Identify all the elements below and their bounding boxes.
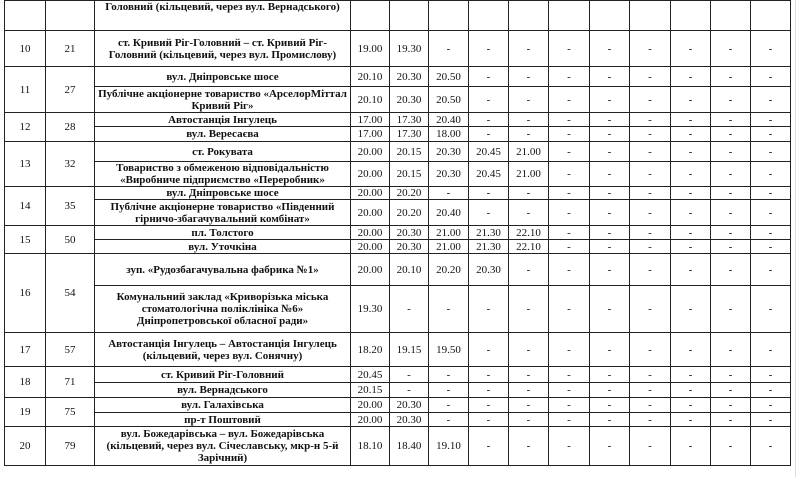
time-cell: 18.00 bbox=[429, 127, 469, 142]
time-cell: - bbox=[751, 200, 791, 226]
time-cell: - bbox=[751, 413, 791, 427]
time-cell: - bbox=[590, 200, 630, 226]
row-number-cell: 10 bbox=[5, 31, 46, 67]
time-cell bbox=[630, 1, 671, 31]
time-cell: 20.50 bbox=[429, 87, 469, 113]
time-cell: - bbox=[549, 67, 590, 87]
time-cell: - bbox=[671, 367, 711, 383]
time-cell: 21.00 bbox=[509, 142, 549, 162]
time-cell: - bbox=[509, 367, 549, 383]
time-cell: - bbox=[549, 254, 590, 286]
time-cell: - bbox=[711, 113, 751, 127]
time-cell: - bbox=[469, 187, 509, 200]
row-number-cell: 17 bbox=[5, 333, 46, 367]
time-cell: 20.15 bbox=[351, 383, 390, 398]
time-cell: 20.45 bbox=[469, 142, 509, 162]
time-cell: - bbox=[469, 286, 509, 333]
time-cell: - bbox=[711, 333, 751, 367]
time-cell: - bbox=[509, 113, 549, 127]
row-number-cell: 19 bbox=[5, 398, 46, 427]
time-cell: - bbox=[590, 254, 630, 286]
table-row bbox=[5, 398, 791, 413]
time-cell: - bbox=[590, 383, 630, 398]
table-row bbox=[5, 383, 791, 398]
time-cell: - bbox=[509, 200, 549, 226]
time-cell: 20.00 bbox=[351, 240, 390, 254]
stop-name-cell: Товариство з обмеженою відповідальністю «Виробниче підприємство «Переробник» bbox=[95, 162, 351, 187]
time-cell: 20.00 bbox=[351, 142, 390, 162]
row-number-cell: 20 bbox=[5, 427, 46, 466]
time-cell: - bbox=[751, 240, 791, 254]
time-cell: - bbox=[509, 67, 549, 87]
route-number-cell: 21 bbox=[46, 31, 95, 67]
time-cell: - bbox=[751, 127, 791, 142]
time-cell: - bbox=[549, 398, 590, 413]
route-number-cell: 57 bbox=[46, 333, 95, 367]
time-cell: - bbox=[671, 254, 711, 286]
time-cell: 20.45 bbox=[469, 162, 509, 187]
time-cell: - bbox=[630, 31, 671, 67]
stop-name-cell: вул. Вересаєва bbox=[95, 127, 351, 142]
time-cell: - bbox=[469, 31, 509, 67]
time-cell: 20.20 bbox=[429, 254, 469, 286]
row-number-cell: 14 bbox=[5, 187, 46, 226]
time-cell: 20.30 bbox=[469, 254, 509, 286]
time-cell: - bbox=[509, 427, 549, 466]
time-cell: - bbox=[711, 286, 751, 333]
table-row bbox=[5, 427, 791, 466]
time-cell: - bbox=[711, 187, 751, 200]
time-cell: - bbox=[590, 31, 630, 67]
time-cell: - bbox=[711, 87, 751, 113]
time-cell: - bbox=[509, 398, 549, 413]
time-cell: - bbox=[630, 113, 671, 127]
time-cell: - bbox=[751, 31, 791, 67]
table-row bbox=[5, 254, 791, 286]
time-cell: - bbox=[390, 383, 429, 398]
stop-name-cell: вул. Дніпровське шосе bbox=[95, 187, 351, 200]
stop-name-cell: Автостанція Інгулець – Автостанція Інгулець (кільцевий, через вул. Сонячну) bbox=[95, 333, 351, 367]
time-cell: 20.00 bbox=[351, 413, 390, 427]
time-cell: - bbox=[711, 162, 751, 187]
time-cell: - bbox=[590, 427, 630, 466]
time-cell: - bbox=[549, 127, 590, 142]
time-cell: - bbox=[429, 398, 469, 413]
time-cell: - bbox=[671, 286, 711, 333]
time-cell: - bbox=[630, 367, 671, 383]
time-cell: - bbox=[590, 367, 630, 383]
time-cell: - bbox=[590, 398, 630, 413]
time-cell: - bbox=[671, 113, 711, 127]
time-cell: 20.10 bbox=[351, 87, 390, 113]
time-cell: - bbox=[711, 413, 751, 427]
time-cell: - bbox=[590, 187, 630, 200]
route-number-cell: 54 bbox=[46, 254, 95, 333]
time-cell: - bbox=[469, 398, 509, 413]
time-cell: - bbox=[671, 31, 711, 67]
time-cell: 19.00 bbox=[351, 31, 390, 67]
time-cell: - bbox=[469, 87, 509, 113]
stop-name-cell: вул. Вернадського bbox=[95, 383, 351, 398]
time-cell: 20.30 bbox=[429, 142, 469, 162]
time-cell: 20.15 bbox=[390, 142, 429, 162]
time-cell: - bbox=[751, 254, 791, 286]
time-cell: - bbox=[549, 240, 590, 254]
time-cell: 20.45 bbox=[351, 367, 390, 383]
time-cell: - bbox=[671, 87, 711, 113]
time-cell: - bbox=[590, 87, 630, 113]
route-cell: Головний (кільцевий, через вул. Вернадського) bbox=[95, 1, 351, 31]
time-cell: - bbox=[509, 333, 549, 367]
time-cell: - bbox=[590, 127, 630, 142]
time-cell: - bbox=[630, 162, 671, 187]
table-row bbox=[5, 31, 791, 67]
table-row bbox=[5, 67, 791, 87]
time-cell: - bbox=[509, 286, 549, 333]
time-cell: - bbox=[549, 200, 590, 226]
time-cell: 20.00 bbox=[351, 187, 390, 200]
time-cell: - bbox=[590, 67, 630, 87]
time-cell: 20.30 bbox=[390, 398, 429, 413]
time-cell: - bbox=[469, 67, 509, 87]
route-number-cell: 27 bbox=[46, 67, 95, 113]
time-cell: - bbox=[671, 67, 711, 87]
time-cell: - bbox=[751, 187, 791, 200]
time-cell: 20.30 bbox=[390, 87, 429, 113]
time-cell: - bbox=[630, 87, 671, 113]
time-cell: 22.10 bbox=[509, 240, 549, 254]
stop-name-cell: вул. Галахівська bbox=[95, 398, 351, 413]
table-row bbox=[5, 333, 791, 367]
time-cell: 17.00 bbox=[351, 127, 390, 142]
time-cell: - bbox=[751, 383, 791, 398]
time-cell: - bbox=[671, 127, 711, 142]
time-cell: 19.30 bbox=[351, 286, 390, 333]
table-row bbox=[5, 162, 791, 187]
time-cell: - bbox=[469, 127, 509, 142]
time-cell: - bbox=[469, 333, 509, 367]
stop-name-cell: Публічне акціонерне товариство «АрселорМіттал Кривий Ріг» bbox=[95, 87, 351, 113]
time-cell: - bbox=[630, 413, 671, 427]
time-cell: - bbox=[751, 367, 791, 383]
time-cell: - bbox=[630, 286, 671, 333]
time-cell: - bbox=[469, 367, 509, 383]
route-number-cell: 50 bbox=[46, 226, 95, 254]
time-cell: - bbox=[630, 226, 671, 240]
time-cell: - bbox=[630, 383, 671, 398]
route-number-cell: 28 bbox=[46, 113, 95, 142]
route-number-cell: 32 bbox=[46, 142, 95, 187]
table-row bbox=[5, 113, 791, 127]
time-cell: 22.10 bbox=[509, 226, 549, 240]
time-cell bbox=[390, 1, 429, 31]
time-cell: - bbox=[429, 413, 469, 427]
time-cell: - bbox=[711, 67, 751, 87]
time-cell: - bbox=[711, 367, 751, 383]
time-cell: - bbox=[549, 367, 590, 383]
stop-name-cell: Автостанція Інгулець bbox=[95, 113, 351, 127]
schedule-table bbox=[4, 0, 791, 466]
time-cell: - bbox=[549, 187, 590, 200]
time-cell: - bbox=[429, 187, 469, 200]
time-cell: - bbox=[509, 127, 549, 142]
time-cell: - bbox=[671, 427, 711, 466]
time-cell: 20.50 bbox=[429, 67, 469, 87]
time-cell: - bbox=[671, 162, 711, 187]
time-cell: - bbox=[429, 286, 469, 333]
time-cell: - bbox=[469, 413, 509, 427]
time-cell: 19.15 bbox=[390, 333, 429, 367]
time-cell: - bbox=[711, 142, 751, 162]
time-cell: 20.00 bbox=[351, 200, 390, 226]
time-cell: - bbox=[711, 240, 751, 254]
time-cell: - bbox=[549, 113, 590, 127]
stop-name-cell: Комунальний заклад «Криворізька міська стоматологічна поліклініка №6» Дніпропетровської обласної ради» bbox=[95, 286, 351, 333]
time-cell: 20.30 bbox=[390, 240, 429, 254]
time-cell: - bbox=[549, 87, 590, 113]
time-cell: 17.00 bbox=[351, 113, 390, 127]
row-number-cell: 12 bbox=[5, 113, 46, 142]
time-cell: - bbox=[671, 413, 711, 427]
route-number-cell: 71 bbox=[46, 367, 95, 398]
table-row bbox=[5, 187, 791, 200]
row-number-cell: 16 bbox=[5, 254, 46, 333]
time-cell: - bbox=[630, 427, 671, 466]
time-cell: - bbox=[549, 142, 590, 162]
time-cell: - bbox=[590, 113, 630, 127]
time-cell: 20.10 bbox=[390, 254, 429, 286]
time-cell: 21.30 bbox=[469, 240, 509, 254]
time-cell: - bbox=[509, 254, 549, 286]
stop-name-cell: зуп. «Рудозбагачувальна фабрика №1» bbox=[95, 254, 351, 286]
time-cell bbox=[469, 1, 509, 31]
route-number-cell: 75 bbox=[46, 398, 95, 427]
time-cell: 21.00 bbox=[509, 162, 549, 187]
time-cell: 21.00 bbox=[429, 226, 469, 240]
stop-name-cell: Публічне акціонерне товариство «Південний гірничо-збагачувальний комбінат» bbox=[95, 200, 351, 226]
time-cell: - bbox=[429, 383, 469, 398]
time-cell: 20.20 bbox=[390, 187, 429, 200]
time-cell bbox=[671, 1, 711, 31]
table-row bbox=[5, 87, 791, 113]
time-cell bbox=[751, 1, 791, 31]
time-cell: - bbox=[711, 398, 751, 413]
time-cell bbox=[351, 1, 390, 31]
stop-name-cell: пл. Толстого bbox=[95, 226, 351, 240]
time-cell: - bbox=[751, 113, 791, 127]
time-cell: - bbox=[549, 413, 590, 427]
time-cell: 19.10 bbox=[429, 427, 469, 466]
time-cell: - bbox=[549, 226, 590, 240]
time-cell: 20.30 bbox=[390, 67, 429, 87]
time-cell: 20.30 bbox=[390, 413, 429, 427]
time-cell: - bbox=[590, 413, 630, 427]
row-number-cell: 18 bbox=[5, 367, 46, 398]
time-cell: 19.30 bbox=[390, 31, 429, 67]
time-cell: - bbox=[469, 427, 509, 466]
time-cell: 20.00 bbox=[351, 398, 390, 413]
time-cell: - bbox=[630, 398, 671, 413]
time-cell: 20.20 bbox=[390, 200, 429, 226]
time-cell: - bbox=[630, 142, 671, 162]
time-cell: 18.20 bbox=[351, 333, 390, 367]
time-cell: 18.40 bbox=[390, 427, 429, 466]
time-cell: - bbox=[390, 286, 429, 333]
route-number-cell bbox=[46, 1, 95, 31]
time-cell: 18.10 bbox=[351, 427, 390, 466]
time-cell: 20.00 bbox=[351, 226, 390, 240]
time-cell: - bbox=[671, 142, 711, 162]
time-cell: - bbox=[509, 413, 549, 427]
time-cell bbox=[711, 1, 751, 31]
time-cell: 17.30 bbox=[390, 113, 429, 127]
row-number-cell: 15 bbox=[5, 226, 46, 254]
time-cell: - bbox=[509, 31, 549, 67]
time-cell: - bbox=[549, 286, 590, 333]
time-cell: - bbox=[590, 333, 630, 367]
time-cell: - bbox=[751, 398, 791, 413]
time-cell: - bbox=[429, 31, 469, 67]
time-cell: - bbox=[671, 226, 711, 240]
time-cell: - bbox=[751, 427, 791, 466]
time-cell: 20.40 bbox=[429, 200, 469, 226]
table-row bbox=[5, 286, 791, 333]
time-cell bbox=[549, 1, 590, 31]
time-cell: 21.00 bbox=[429, 240, 469, 254]
table-row bbox=[5, 1, 791, 31]
stop-name-cell: вул. Дніпровське шосе bbox=[95, 67, 351, 87]
time-cell: 20.30 bbox=[429, 162, 469, 187]
stop-name-cell: вул. Уточкіна bbox=[95, 240, 351, 254]
time-cell: - bbox=[590, 162, 630, 187]
time-cell: - bbox=[630, 200, 671, 226]
time-cell: - bbox=[751, 226, 791, 240]
time-cell: - bbox=[590, 240, 630, 254]
time-cell: - bbox=[711, 226, 751, 240]
time-cell: - bbox=[390, 367, 429, 383]
time-cell: - bbox=[630, 67, 671, 87]
time-cell: - bbox=[751, 67, 791, 87]
time-cell: - bbox=[630, 187, 671, 200]
route-number-cell: 79 bbox=[46, 427, 95, 466]
time-cell: - bbox=[549, 383, 590, 398]
stop-name-cell: ст. Рокувата bbox=[95, 142, 351, 162]
time-cell: - bbox=[711, 427, 751, 466]
table-row bbox=[5, 367, 791, 383]
time-cell: 20.40 bbox=[429, 113, 469, 127]
time-cell: - bbox=[549, 333, 590, 367]
time-cell: 20.15 bbox=[390, 162, 429, 187]
stop-name-cell: ст. Кривий Ріг-Головний – ст. Кривий Ріг-Головний (кільцевий, через вул. Промислову) bbox=[95, 31, 351, 67]
time-cell: - bbox=[509, 383, 549, 398]
time-cell: - bbox=[671, 200, 711, 226]
time-cell: - bbox=[590, 226, 630, 240]
time-cell: - bbox=[509, 187, 549, 200]
time-cell: - bbox=[549, 31, 590, 67]
time-cell: - bbox=[671, 383, 711, 398]
time-cell: - bbox=[509, 87, 549, 113]
time-cell: - bbox=[711, 31, 751, 67]
stop-name-cell: пр-т Поштовий bbox=[95, 413, 351, 427]
time-cell: - bbox=[590, 286, 630, 333]
time-cell: 20.00 bbox=[351, 162, 390, 187]
table-row bbox=[5, 226, 791, 240]
time-cell: - bbox=[549, 427, 590, 466]
time-cell: 21.30 bbox=[469, 226, 509, 240]
time-cell: - bbox=[671, 333, 711, 367]
time-cell: - bbox=[671, 187, 711, 200]
table-row bbox=[5, 127, 791, 142]
time-cell: 20.00 bbox=[351, 254, 390, 286]
time-cell: - bbox=[630, 333, 671, 367]
time-cell bbox=[429, 1, 469, 31]
time-cell: - bbox=[751, 162, 791, 187]
route-number-cell: 35 bbox=[46, 187, 95, 226]
table-row bbox=[5, 200, 791, 226]
stop-name-cell: вул. Божедарівська – вул. Божедарівська (кільцевий, через вул. Січеславську, мкр-н 5-й Зарічний) bbox=[95, 427, 351, 466]
row-number-cell bbox=[5, 1, 46, 31]
time-cell: - bbox=[630, 240, 671, 254]
table-row bbox=[5, 240, 791, 254]
time-cell: - bbox=[711, 127, 751, 142]
time-cell: - bbox=[751, 87, 791, 113]
time-cell: - bbox=[630, 254, 671, 286]
time-cell: - bbox=[630, 127, 671, 142]
time-cell: - bbox=[671, 398, 711, 413]
time-cell: - bbox=[751, 142, 791, 162]
time-cell: - bbox=[671, 240, 711, 254]
time-cell: - bbox=[429, 367, 469, 383]
time-cell: - bbox=[751, 286, 791, 333]
time-cell: - bbox=[590, 142, 630, 162]
time-cell: 20.30 bbox=[390, 226, 429, 240]
time-cell: 20.10 bbox=[351, 67, 390, 87]
time-cell: - bbox=[469, 113, 509, 127]
time-cell: - bbox=[711, 200, 751, 226]
time-cell: - bbox=[711, 254, 751, 286]
row-number-cell: 11 bbox=[5, 67, 46, 113]
stop-name-cell: ст. Кривий Ріг-Головний bbox=[95, 367, 351, 383]
time-cell: 17.30 bbox=[390, 127, 429, 142]
time-cell: - bbox=[751, 333, 791, 367]
time-cell: - bbox=[469, 200, 509, 226]
page-edge-line bbox=[795, 0, 796, 477]
time-cell: - bbox=[549, 162, 590, 187]
time-cell bbox=[590, 1, 630, 31]
time-cell: 19.50 bbox=[429, 333, 469, 367]
time-cell bbox=[509, 1, 549, 31]
table-row bbox=[5, 142, 791, 162]
row-number-cell: 13 bbox=[5, 142, 46, 187]
table-row bbox=[5, 413, 791, 427]
time-cell: - bbox=[711, 383, 751, 398]
time-cell: - bbox=[469, 383, 509, 398]
